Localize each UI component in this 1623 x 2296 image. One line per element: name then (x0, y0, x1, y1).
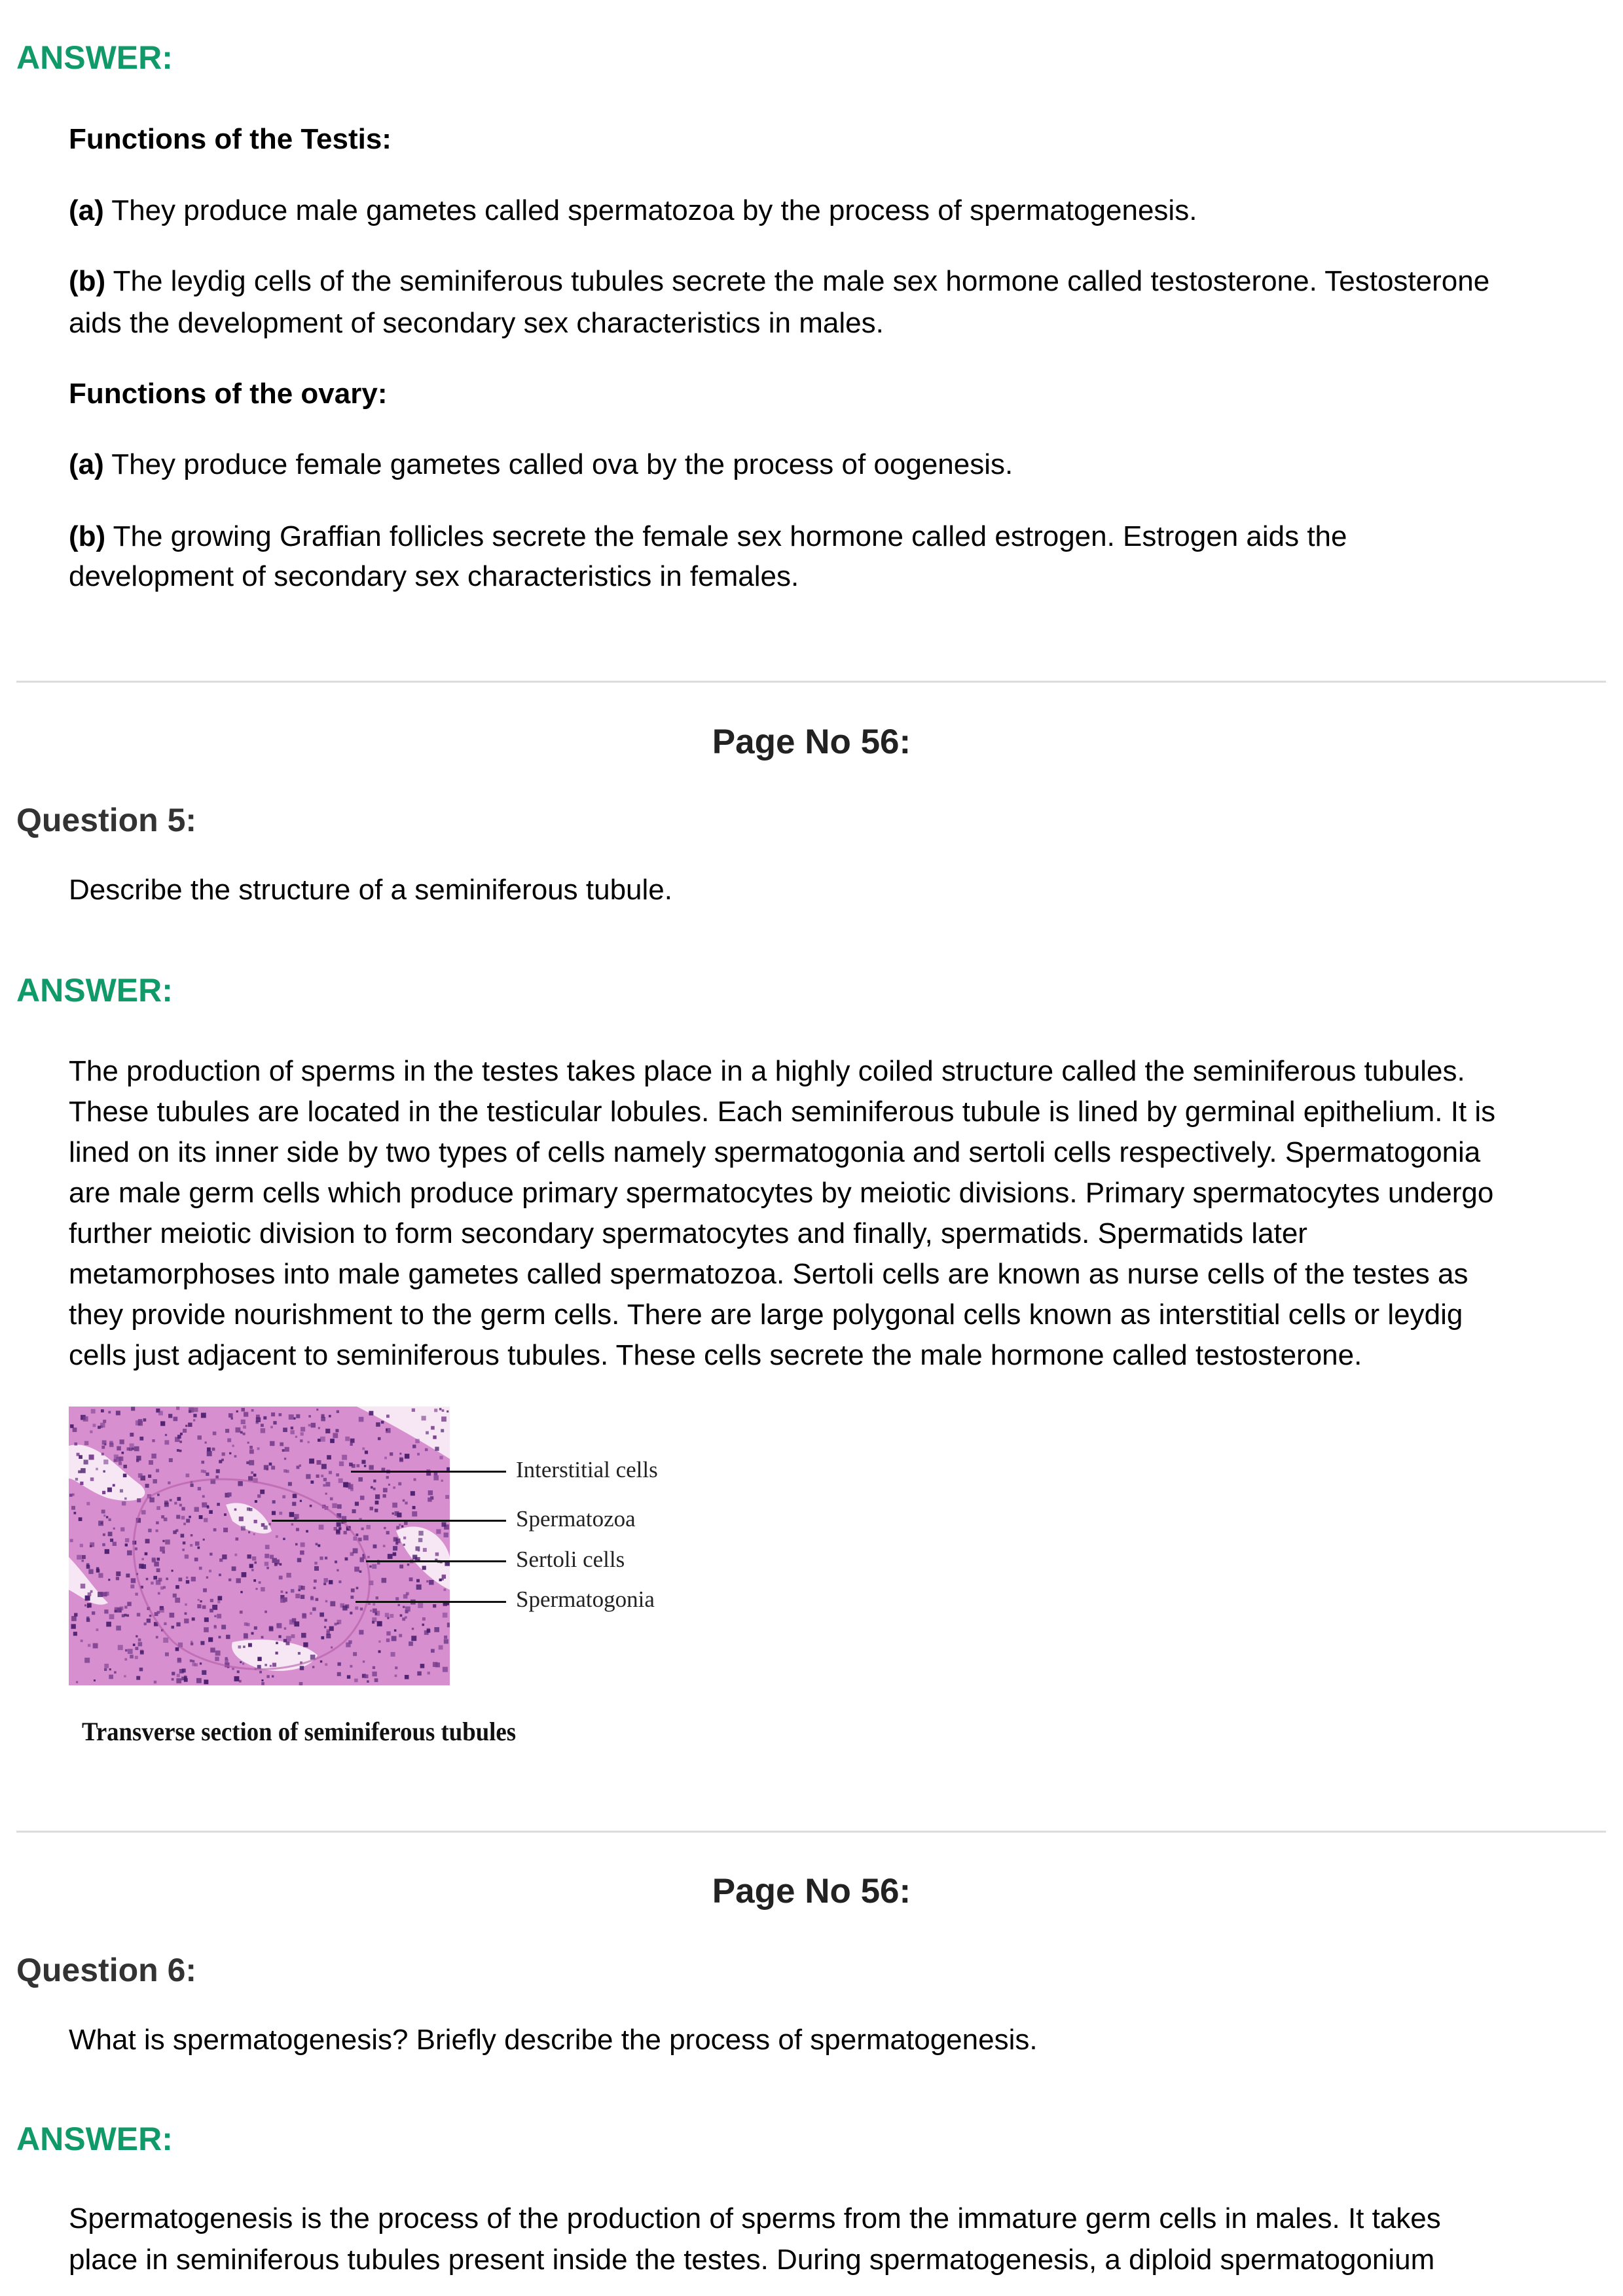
figure-label-spermatogonia: Spermatogonia (516, 1587, 655, 1612)
pointer-line-interstitial (351, 1471, 506, 1473)
item-marker: (b) (69, 520, 106, 552)
question-title: Question 6: (16, 1952, 197, 1988)
ovary-item-a (69, 450, 1013, 479)
item-text: The leydig cells of the seminiferous tubules secrete the male sex hormone called testosterone. Testosterone (113, 265, 1490, 297)
answer-line: further meiotic division to form secondary spermatocytes and finally, spermatids. Spermatids later (69, 1217, 1307, 1249)
figure-label-spermatozoa: Spermatozoa (516, 1506, 636, 1532)
answer-line: cells just adjacent to seminiferous tubules. These cells secrete the male hormone called testosterone. (69, 1339, 1362, 1371)
answer-line: they provide nourishment to the germ cells. There are large polygonal cells known as interstitial cells or leydig (69, 1299, 1463, 1331)
item-marker: (b) (69, 265, 106, 297)
item-marker: (a) (69, 194, 104, 226)
answer-line: are male germ cells which produce primary spermatocytes by meiotic divisions. Primary spermatocytes undergo (69, 1177, 1494, 1209)
section-divider (16, 681, 1606, 683)
answer-line: These tubules are located in the testicular lobules. Each seminiferous tubule is lined by germinal epithelium. It is (69, 1096, 1496, 1128)
testis-item-b (69, 267, 1489, 296)
testis-item-b-continued: aids the development of secondary sex characteristics in males. (69, 307, 884, 339)
figure-label-sertoli-cells: Sertoli cells (516, 1547, 625, 1572)
item-text: The growing Graffian follicles secrete the female sex hormone called estrogen. Estrogen aids the (113, 520, 1347, 552)
answer-label: ANSWER: (16, 972, 173, 1009)
testis-item-a (69, 196, 1197, 225)
question-text: Describe the structure of a seminiferous tubule. (69, 874, 673, 906)
answer-label: ANSWER: (16, 39, 173, 76)
ovary-item-b-continued: development of secondary sex characteristics in females. (69, 560, 799, 592)
answer-line: Spermatogenesis is the process of the production of sperms from the immature germ cells in males. It takes (69, 2202, 1441, 2234)
answer-line: place in seminiferous tubules present inside the testes. During spermatogenesis, a diploid spermatogonium (69, 2244, 1435, 2276)
page-number-heading: Page No 56: (712, 723, 911, 761)
ovary-functions-heading: Functions of the ovary: (69, 378, 388, 410)
answer-label: ANSWER: (16, 2121, 173, 2157)
section-divider (16, 1831, 1606, 1833)
testis-functions-heading: Functions of the Testis: (69, 123, 392, 155)
item-text: They produce female gametes called ova by the process of oogenesis. (111, 448, 1013, 480)
pointer-line-spermatogonia (356, 1601, 506, 1603)
ovary-item-b (69, 522, 1347, 551)
answer-line: lined on its inner side by two types of cells namely spermatogonia and sertoli cells respectively. Spermatogonia (69, 1136, 1481, 1168)
seminiferous-tubule-micrograph (69, 1407, 450, 1685)
pointer-line-spermatozoa (272, 1520, 506, 1522)
item-marker: (a) (69, 448, 104, 480)
item-text: They produce male gametes called spermatozoa by the process of spermatogenesis. (111, 194, 1197, 226)
figure-caption: Transverse section of seminiferous tubules (82, 1717, 517, 1746)
answer-line: metamorphoses into male gametes called spermatozoa. Sertoli cells are known as nurse cells of the testes as (69, 1258, 1468, 1290)
question-title: Question 5: (16, 802, 197, 838)
figure-label-interstitial-cells: Interstitial cells (516, 1457, 658, 1482)
pointer-line-sertoli (366, 1560, 506, 1562)
page-number-heading: Page No 56: (712, 1872, 911, 1910)
question-text: What is spermatogenesis? Briefly describe the process of spermatogenesis. (69, 2024, 1038, 2056)
answer-line: The production of sperms in the testes takes place in a highly coiled structure called the seminiferous tubules. (69, 1055, 1465, 1087)
